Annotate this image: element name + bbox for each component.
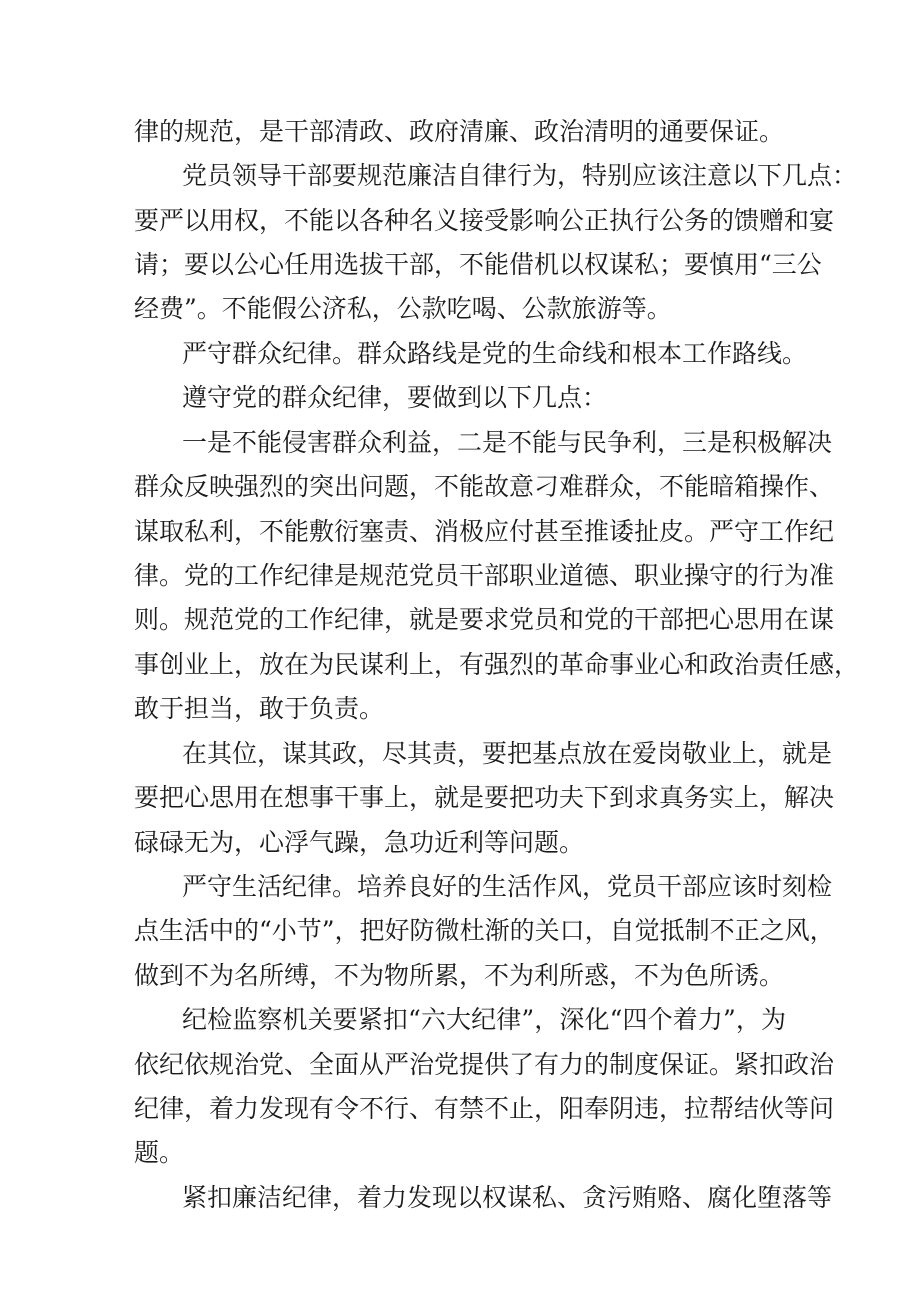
text-line-24: 题。 [134,1138,185,1167]
text-line-1: 律的规范，是干部清政、政府清廉、政治清明的通要保证。 [134,117,785,146]
text-line-8: 一是不能侵害群众利益，二是不能与民争利，三是积极解决 [182,428,833,457]
text-line-20: 做到不为名所缚，不为物所累，不为利所惑，不为色所诱。 [134,961,785,990]
text-line-23: 纪律，着力发现有令不行、有禁不止，阳奉阴违，拉帮结伙等问 [134,1094,835,1123]
text-line-25: 紧扣廉洁纪律，着力发现以权谋私、贪污贿赂、腐化堕落等 [182,1183,833,1212]
text-line-17: 碌碌无为，心浮气躁，急功近利等问题。 [134,828,585,857]
text-line-5: 经费”。不能假公济私，公款吃喝、公款旅游等。 [134,294,672,323]
text-line-15: 在其位，谋其政，尽其责，要把基点放在爱岗敬业上，就是 [182,739,833,768]
text-line-2: 党员领导干部要规范廉洁自律行为，特别应该注意以下几点： [182,161,858,190]
text-line-3: 要严以用权，不能以各种名义接受影响公正执行公务的馈赠和宴 [134,206,835,235]
text-line-12: 则。规范党的工作纪律，就是要求党员和党的干部把心思用在谋 [134,605,835,634]
text-line-7: 遵守党的群众纪律，要做到以下几点： [182,383,608,412]
text-line-19: 点生活中的“小节”，把好防微杜渐的关口，自觉抵制不正之风， [134,916,835,945]
text-line-13: 事创业上，放在为民谋利上，有强烈的革命事业心和政治责任感， [134,650,860,679]
text-line-10: 谋取私利，不能敷衍塞责、消极应付甚至推诿扯皮。严守工作纪 [134,517,835,546]
text-line-9: 群众反映强烈的突出问题，不能故意刁难群众，不能暗箱操作、 [134,472,835,501]
text-line-21: 纪检监察机关要紧扣“六大纪律”，深化“四个着力”，为 [182,1005,786,1034]
text-line-16: 要把心思用在想事干事上，就是要把功夫下到求真务实上，解决 [134,783,835,812]
text-line-6: 严守群众纪律。群众路线是党的生命线和根本工作路线。 [182,339,808,368]
text-line-4: 请；要以公心任用选拔干部，不能借机以权谋私；要慎用“三公 [134,250,822,279]
text-line-22: 依纪依规治党、全面从严治党提供了有力的制度保证。紧扣政治 [134,1050,835,1079]
text-line-14: 敢于担当，敢于负责。 [134,694,385,723]
text-line-11: 律。党的工作纪律是规范党员干部职业道德、职业操守的行为准 [134,561,835,590]
text-line-18: 严守生活纪律。培养良好的生活作风，党员干部应该时刻检 [182,872,833,901]
